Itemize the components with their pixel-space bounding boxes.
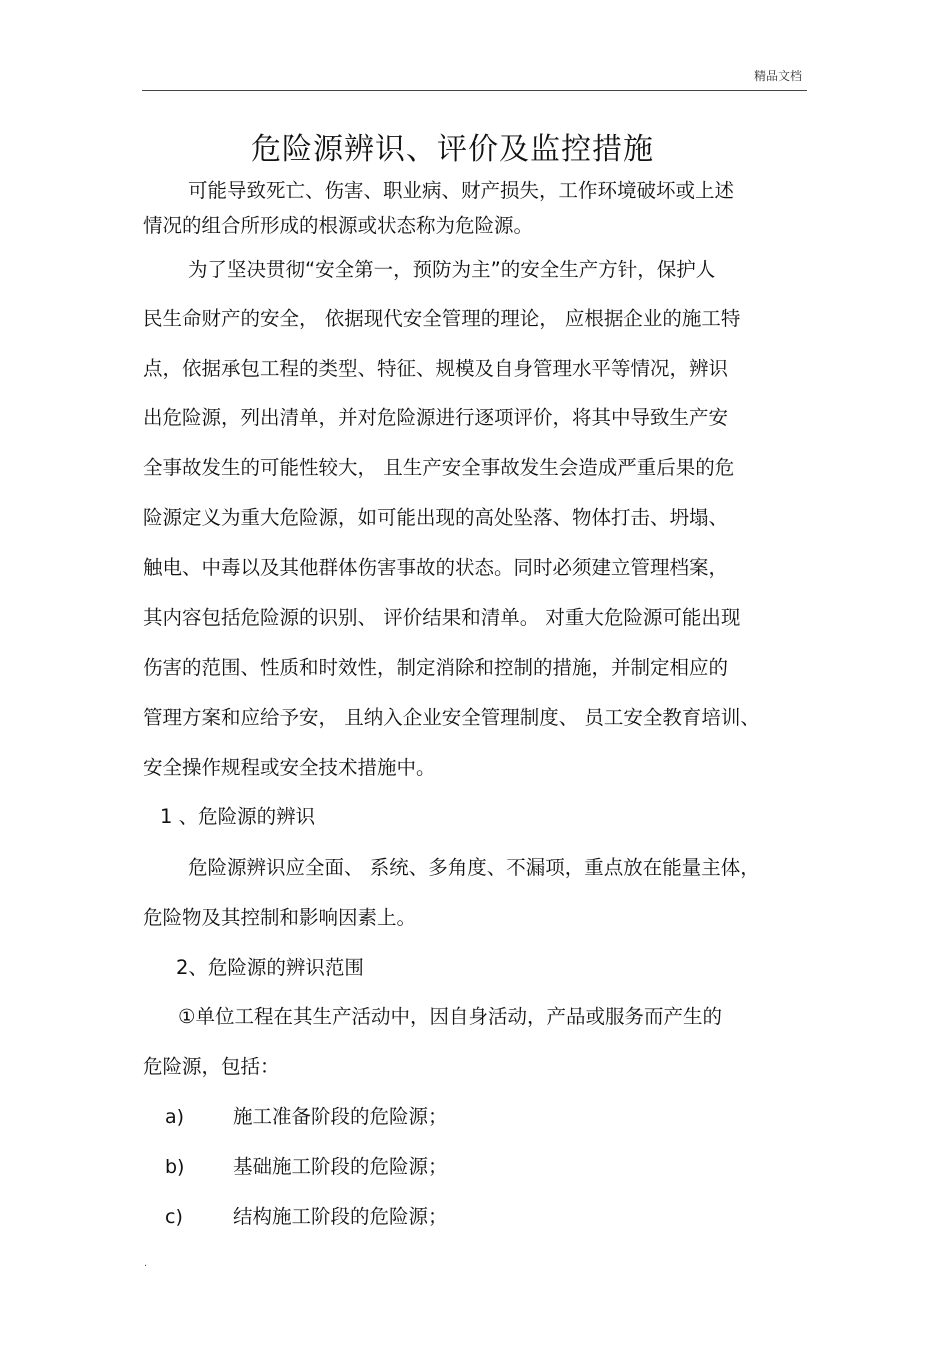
paragraph-line: 安全操作规程或安全技术措施中。 xyxy=(143,756,436,779)
paragraph-line: 管理方案和应给予安， 且纳入企业安全管理制度、 员工安全教育培训、 xyxy=(143,706,760,729)
list-item-text: 结构施工阶段的危险源； xyxy=(233,1205,448,1228)
footer-mark: . xyxy=(144,1258,148,1269)
section-heading-1: 1 、危险源的辨识 xyxy=(160,805,316,828)
paragraph-line: 出危险源，列出清单，并对危险源进行逐项评价，将其中导致生产安 xyxy=(143,406,729,429)
paragraph-line: 危险物及其控制和影响因素上。 xyxy=(143,906,417,929)
paragraph-line: ①单位工程在其生产活动中，因自身活动，产品或服务而产生的 xyxy=(178,1005,722,1028)
paragraph-line: 民生命财产的安全， 依据现代安全管理的理论， 应根据企业的施工特 xyxy=(143,307,741,330)
document-title: 危险源辨识、评价及监控措施 xyxy=(251,132,654,167)
paragraph-line: 情况的组合所形成的根源或状态称为危险源。 xyxy=(143,214,534,237)
header-label: 精品文档 xyxy=(753,69,802,83)
paragraph-line: 可能导致死亡、伤害、职业病、财产损失，工作环境破坏或上述 xyxy=(188,179,735,202)
paragraph-line: 伤害的范围、性质和时效性，制定消除和控制的措施，并制定相应的 xyxy=(143,656,729,679)
header-rule xyxy=(142,90,807,91)
list-marker: b) xyxy=(165,1156,185,1178)
paragraph-line: 其内容包括危险源的识别、 评价结果和清单。 对重大危险源可能出现 xyxy=(143,606,741,629)
list-item-text: 基础施工阶段的危险源； xyxy=(233,1155,448,1178)
list-marker: a) xyxy=(165,1106,185,1128)
paragraph-line: 危险源，包括： xyxy=(143,1055,280,1078)
paragraph-line: 险源定义为重大危险源，如可能出现的高处坠落、物体打击、坍塌、 xyxy=(143,506,729,529)
paragraph-line: 为了坚决贯彻“安全第一，预防为主”的安全生产方针，保护人 xyxy=(188,258,716,281)
section-heading-2: 2、危险源的辨识范围 xyxy=(176,956,364,979)
paragraph-line: 危险源辨识应全面、 系统、多角度、不漏项，重点放在能量主体， xyxy=(188,856,760,879)
paragraph-line: 全事故发生的可能性较大， 且生产安全事故发生会造成严重后果的危 xyxy=(143,456,735,479)
paragraph-line: 触电、中毒以及其他群体伤害事故的状态。同时必须建立管理档案， xyxy=(143,556,729,579)
paragraph-line: 点，依据承包工程的类型、特征、规模及自身管理水平等情况，辨识 xyxy=(143,357,729,380)
list-item-text: 施工准备阶段的危险源； xyxy=(233,1105,448,1128)
list-marker: c) xyxy=(165,1206,183,1228)
